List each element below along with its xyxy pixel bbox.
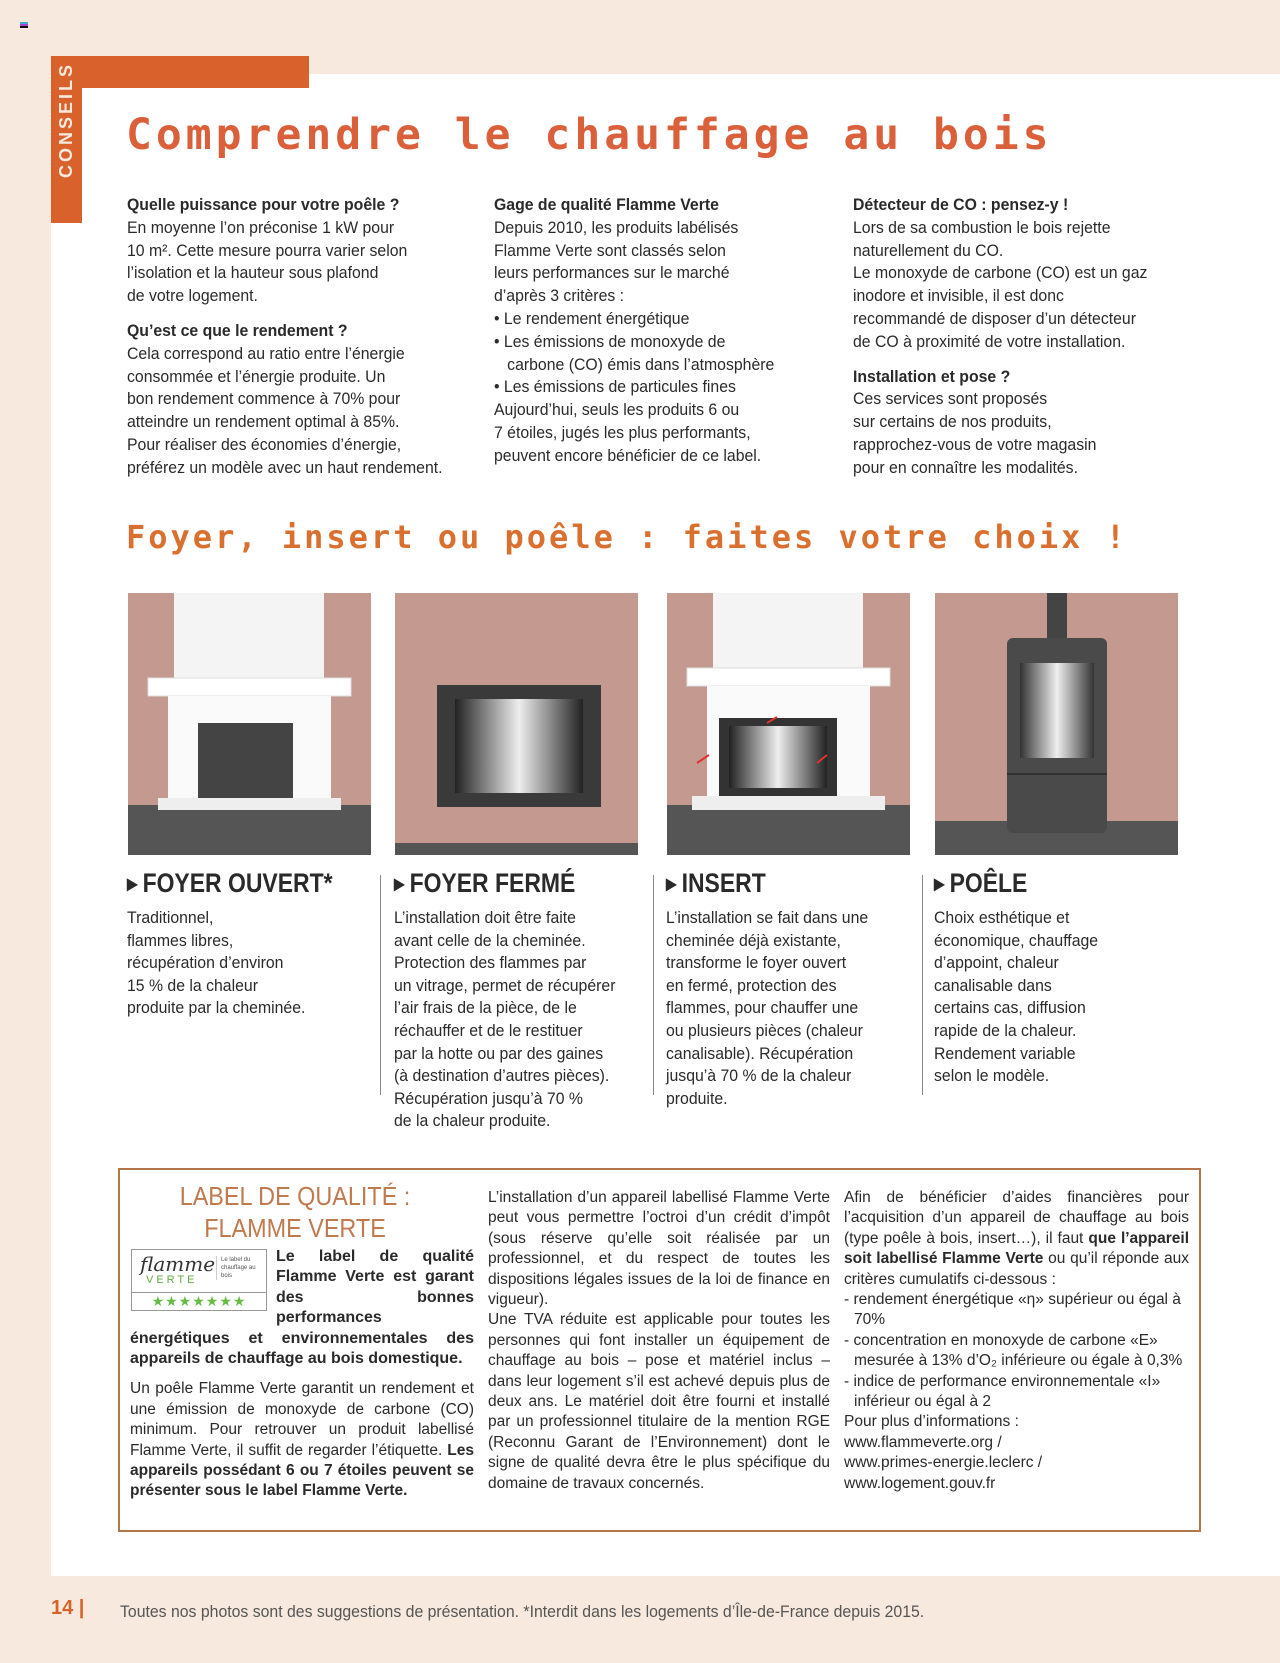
text-line: Cela correspond au ratio entre l’énergie xyxy=(127,343,405,363)
triangle-icon: ▶ xyxy=(127,876,138,893)
text-line: économique, chauffage xyxy=(934,930,1099,950)
text-line: Choix esthétique et xyxy=(934,908,1070,927)
aid-text-2: ou qu’il réponde aux critères cumulatifs ci-dessous : xyxy=(844,1250,1189,1288)
text-line: L’installation doit être faite xyxy=(394,908,576,927)
heating-type-desc xyxy=(394,907,645,1133)
footer-note: Toutes nos photos sont des suggestions de présentation. *Interdit dans les logements d’Île-de-France depuis 2015. xyxy=(120,1602,925,1621)
column-divider xyxy=(653,875,654,1095)
text-line: consommée et l’énergie produite. Un xyxy=(127,366,386,386)
heating-type-name: POÊLE xyxy=(949,868,1028,898)
flamme-verte-logo xyxy=(131,1249,267,1311)
text-line: Depuis 2010, les produits labélisés xyxy=(494,217,739,237)
triangle-icon: ▶ xyxy=(394,876,405,893)
heating-type-0 xyxy=(127,868,382,1020)
heating-type-name: FOYER FERMÉ xyxy=(409,868,576,898)
intro-text xyxy=(494,217,829,468)
column-divider xyxy=(922,875,923,1095)
label-title-line1: LABEL DE QUALITÉ : xyxy=(179,1181,411,1211)
text-line: de votre logement. xyxy=(127,286,258,306)
text-line: produite par la cheminée. xyxy=(127,998,306,1018)
text-line: avant celle de la cheminée. xyxy=(394,930,586,950)
aid-paragraph xyxy=(844,1188,1189,1290)
accent-bar xyxy=(51,56,309,88)
aid-bold: que l’appareil soit labellisé Flamme Verte xyxy=(844,1229,1190,1268)
text-line: • Le rendement énergétique xyxy=(494,308,690,328)
label-quality-box xyxy=(118,1168,1201,1532)
text-line: L’installation se fait dans une xyxy=(666,908,869,927)
label-title-line2: FLAMME VERTE xyxy=(204,1213,386,1243)
heating-type-2 xyxy=(666,868,921,1110)
text-line: • Les émissions de particules fines xyxy=(494,377,736,397)
page-number: 14 | xyxy=(51,1597,85,1619)
text-line: Le monoxyde de carbone (CO) est un gaz xyxy=(853,263,1148,283)
text-line: Rendement variable xyxy=(934,1043,1076,1063)
intro-column xyxy=(853,194,1188,492)
aid-text: Afin de bénéficier d’aides financières pour l’acquisition d’un appareil de chauffage au bois (type poêle à bois, insert…), il faut xyxy=(844,1189,1189,1247)
heating-type-3 xyxy=(934,868,1189,1088)
text-line: recommandé de disposer d’un détecteur xyxy=(853,308,1136,328)
text-line: pour en connaître les modalités. xyxy=(853,457,1078,477)
text-line: inodore et invisible, il est donc xyxy=(853,286,1064,306)
intro-heading: Détecteur de CO : pensez-y ! xyxy=(853,195,1069,214)
triangle-icon: ▶ xyxy=(934,876,945,893)
text-line: par la hotte ou par des gaines xyxy=(394,1043,604,1063)
text-line: d’appoint, chaleur xyxy=(934,953,1059,973)
text-line: 7 étoiles, jugés les plus performants, xyxy=(494,422,751,442)
intro-text xyxy=(127,343,462,480)
text-line: carbone (CO) émis dans l’atmosphère xyxy=(494,354,775,374)
criterion: - indice de performance environnementale «I» inférieur ou égal à 2 xyxy=(844,1372,1161,1411)
text-line: d’après 3 critères : xyxy=(494,286,625,306)
heating-type-desc xyxy=(127,907,378,1020)
text-line: • Les émissions de monoxyde de xyxy=(494,331,726,351)
heating-type-title xyxy=(127,868,344,899)
text-line: réchauffer et de le restituer xyxy=(394,1020,583,1040)
tva-text: Une TVA réduite est applicable pour toutes les personnes qui font installer un équipement de chauffage au bois – pose et matériel inclus – dans leur logement s’il est achevé depuis plus de deux ans. Le matériel doit être fourni et installé par un professionnel titulaire de la mention RGE (Reconnu Garant de l’Environnement) dont le signe de qualité devra être le plus spécifique du domaine de travaux concernés. xyxy=(488,1311,830,1492)
intro-text xyxy=(853,217,1188,354)
label-box-title xyxy=(147,1180,444,1244)
text-line: peuvent encore bénéficier de ce label. xyxy=(494,445,762,465)
text-line: Pour réaliser des économies d’énergie, xyxy=(127,434,402,454)
text-line: Récupération jusqu’à 70 % xyxy=(394,1088,583,1108)
foyer-ferme-image xyxy=(395,593,638,855)
label-para xyxy=(130,1379,474,1501)
text-line: cheminée déjà existante, xyxy=(666,930,841,950)
text-line: jusqu’à 70 % de la chaleur xyxy=(666,1066,852,1086)
info-link[interactable]: www.primes-energie.leclerc / xyxy=(844,1454,1043,1472)
triangle-icon: ▶ xyxy=(666,876,677,893)
criterion: - rendement énergétique «η» supérieur ou égal à 70% xyxy=(844,1291,1181,1329)
intro-column xyxy=(127,194,462,492)
text-line: selon le modèle. xyxy=(934,1066,1050,1086)
heating-type-title xyxy=(394,868,611,899)
text-line: préférez un modèle avec un haut rendement. xyxy=(127,457,443,477)
text-line: produite. xyxy=(666,1088,728,1108)
poele-image xyxy=(935,593,1178,855)
insert-image xyxy=(667,593,910,855)
text-line: de CO à proximité de votre installation. xyxy=(853,331,1126,351)
text-line: récupération d’environ xyxy=(127,953,284,973)
text-line: 10 m². Cette mesure pourra varier selon xyxy=(127,240,408,260)
text-line: atteindre un rendement optimal à 85%. xyxy=(127,412,400,432)
text-line: flammes, pour chauffer une xyxy=(666,998,859,1018)
text-line: un vitrage, permet de récupérer xyxy=(394,975,616,995)
heating-type-desc xyxy=(934,907,1185,1088)
text-line: ou plusieurs pièces (chaleur xyxy=(666,1020,863,1040)
print-marker xyxy=(20,22,28,28)
text-line: de la chaleur produite. xyxy=(394,1111,551,1131)
text-line: rapide de la chaleur. xyxy=(934,1020,1077,1040)
heating-type-title xyxy=(934,868,1151,899)
criteria-list xyxy=(844,1290,1189,1412)
right-column xyxy=(844,1188,1189,1494)
page-title: Comprendre le chauffage au bois xyxy=(126,110,1053,160)
intro-heading: Qu’est ce que le rendement ? xyxy=(127,320,348,340)
logo-word: VERTE xyxy=(146,1274,198,1286)
text-line: bon rendement commence à 70% pour xyxy=(127,389,401,409)
intro-column xyxy=(494,194,829,480)
logo-tagline: Le label du chauffage au bois xyxy=(216,1256,264,1280)
tax-credit-text: L’installation d’un appareil labellisé Flamme Verte peut vous permettre l’octroi d’un crédit d’impôt (sous réserve qu’elle soit réalisée par un professionnel, et du respect de toutes les dispositions légales issues de la loi de finance en vigueur). xyxy=(488,1189,830,1309)
more-info-label: Pour plus d’informations : xyxy=(844,1413,1019,1431)
intro-heading: Installation et pose ? xyxy=(853,366,1011,386)
text-line: transforme le foyer ouvert xyxy=(666,953,847,973)
section-subtitle: Foyer, insert ou poêle : faites votre choix ! xyxy=(126,518,1128,556)
info-link[interactable]: www.logement.gouv.fr xyxy=(844,1474,996,1492)
text-line: certains cas, diffusion xyxy=(934,998,1086,1018)
text-line: en fermé, protection des xyxy=(666,975,837,995)
intro-text xyxy=(853,388,1188,479)
text-line: naturellement du CO. xyxy=(853,240,1004,260)
text-line: sur certains de nos produits, xyxy=(853,412,1052,432)
label-left-column xyxy=(130,1247,474,1502)
heating-type-1 xyxy=(394,868,649,1133)
intro-heading: Quelle puissance pour votre poêle ? xyxy=(127,195,400,214)
text-line: leurs performances sur le marché xyxy=(494,263,730,283)
heating-type-name: FOYER OUVERT* xyxy=(142,868,333,898)
links-list xyxy=(844,1433,1189,1494)
text-line: Ces services sont proposés xyxy=(853,389,1048,409)
text-line: 15 % de la chaleur xyxy=(127,975,258,995)
label-para-text: Un poêle Flamme Verte garantit un rendement et une émission de monoxyde de carbone (CO) minimum. Pour retrouver un produit labellisé Flamme Verte, il suffit de regarder l’étiquette. xyxy=(130,1380,474,1459)
logo-script: flamme xyxy=(140,1252,216,1276)
text-line: (à destination d’autres pièces). xyxy=(394,1066,610,1086)
foyer-ouvert-image xyxy=(128,593,371,855)
text-line: Traditionnel, xyxy=(127,908,214,927)
info-link[interactable]: www.flammeverte.org / xyxy=(844,1433,1002,1451)
text-line: Flamme Verte sont classés selon xyxy=(494,240,726,260)
text-line: canalisable dans xyxy=(934,975,1052,995)
text-line: Protection des flammes par xyxy=(394,953,587,973)
middle-column xyxy=(488,1188,830,1494)
text-line: Aujourd’hui, seuls les produits 6 ou xyxy=(494,400,740,420)
text-line: l’air frais de la pièce, de le xyxy=(394,998,577,1018)
intro-heading: Gage de qualité Flamme Verte xyxy=(494,195,719,214)
label-para-bold: Les appareils possédant 6 ou 7 étoiles peuvent se présenter sous le label Flamme Verte. xyxy=(130,1441,474,1500)
column-divider xyxy=(380,875,381,1095)
heating-type-desc xyxy=(666,907,917,1110)
section-tab: CONSEILS xyxy=(56,62,76,179)
text-line: Lors de sa combustion le bois rejette xyxy=(853,217,1111,237)
label-intro: Le label de qualité Flamme Verte est garant des bonnes performances énergétiques et environnementales des appareils de chauffage au bois domestique. xyxy=(130,1248,474,1368)
heating-type-title xyxy=(666,868,883,899)
text-line: flammes libres, xyxy=(127,930,234,950)
text-line: rapprochez-vous de votre magasin xyxy=(853,434,1097,454)
intro-text xyxy=(127,217,462,308)
heating-type-name: INSERT xyxy=(681,868,766,898)
text-line: En moyenne l’on préconise 1 kW pour xyxy=(127,217,395,237)
text-line: canalisable). Récupération xyxy=(666,1043,854,1063)
stars-rating: ★★★★★★★ xyxy=(132,1292,266,1310)
text-line: l’isolation et la hauteur sous plafond xyxy=(127,263,379,283)
criterion: - concentration en monoxyde de carbone «E» mesurée à 13% d’O₂ inférieure ou égale à 0,3% xyxy=(844,1331,1183,1370)
